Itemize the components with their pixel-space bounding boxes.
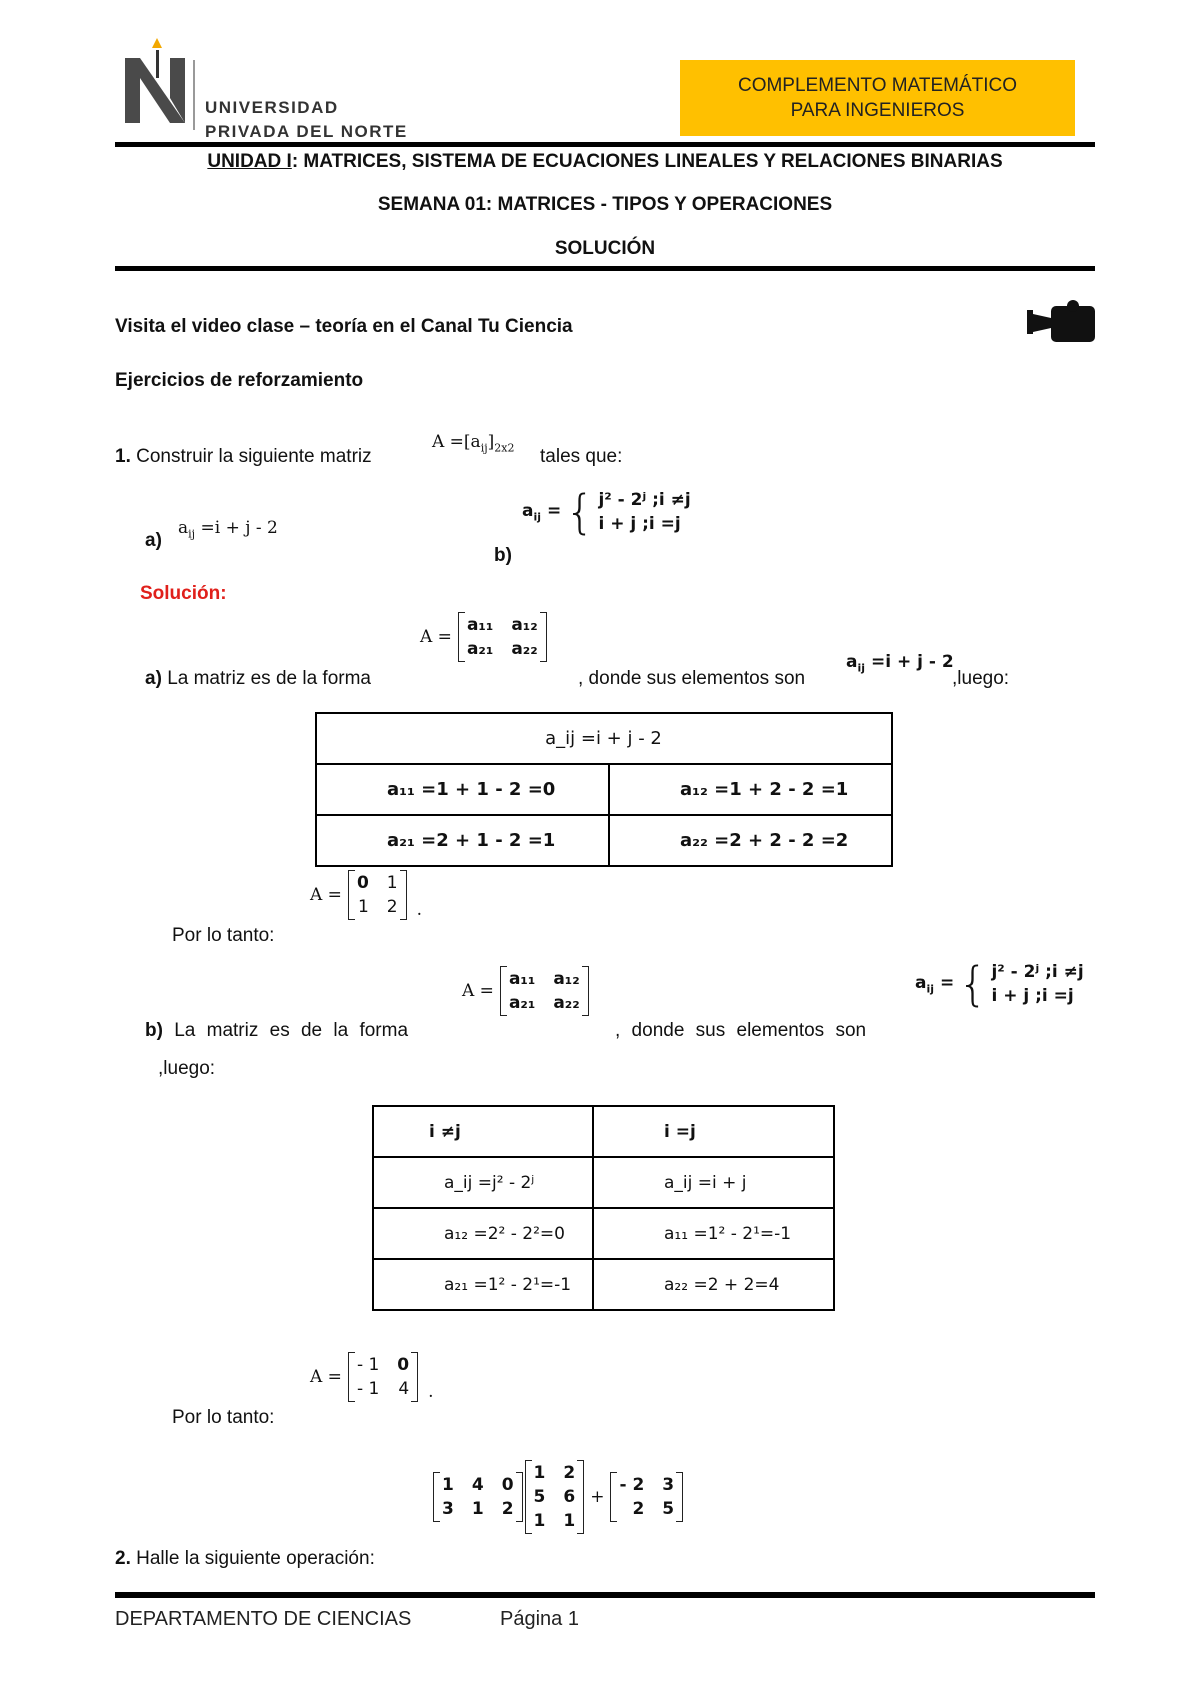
sol-b-text2: , donde sus elementos son (615, 1020, 867, 1041)
generic-matrix-a: A = a₁₁ a₁₂ a₂₁ a₂₂ (420, 612, 547, 662)
conclusion-a: Por lo tanto: (172, 925, 275, 946)
week-title: SEMANA 01: MATRICES - TIPOS Y OPERACIONES (377, 194, 833, 215)
table-a-cell: a₁₁ =1 + 1 - 2 =0 (316, 764, 609, 815)
q1-part-b-label: b) (494, 545, 512, 566)
footer-rule (115, 1592, 1095, 1598)
q1-part-a-formula: $a_{ij} =i + j - 2$ (178, 518, 278, 541)
q1-tales-que: tales que: (540, 446, 623, 467)
sol-b-formula: $a_{ij}$ = { j² - 2ʲ ;i ≠j i + j ;i =j (915, 957, 1084, 1011)
table-b-cell: a₂₁ =1² - 2¹=-1 (373, 1259, 593, 1310)
header-rule (115, 142, 1095, 147)
table-a-header: a_ij =i + j - 2 (316, 713, 892, 764)
q1-statement: 1. Construir la siguiente matriz (115, 446, 372, 467)
video-camera-icon[interactable] (1027, 300, 1095, 349)
table-a-cell: a₂₁ =2 + 1 - 2 =1 (316, 815, 609, 866)
section-rule (115, 266, 1095, 271)
result-matrix-b: A = - 1 0 - 1 4 . (310, 1352, 434, 1402)
sol-a-formula: $a_{ij} =i + j - 2$ (846, 652, 954, 675)
university-name: UNIVERSIDAD PRIVADA DEL NORTE (205, 98, 408, 141)
q2-statement: 2. Halle la siguiente operación: (115, 1548, 375, 1569)
q2-expression: 1 4 0 3 1 2 1 2 5 6 1 1 + - 2 3 2 5 (433, 1460, 683, 1534)
logo-n-icon (115, 38, 205, 128)
video-text: Visita el video clase – teoría en el Canal Tu Ciencia (115, 316, 573, 337)
q1-part-a-label: a) (145, 530, 162, 551)
generic-matrix-b: A = a₁₁ a₁₂ a₂₁ a₂₂ (462, 966, 589, 1016)
sol-a-text3: ,luego: (952, 668, 1010, 689)
unit-title: UNIDAD I: MATRICES, SISTEMA DE ECUACIONES LINEALES Y RELACIONES BINARIAS (207, 151, 1003, 172)
table-a-cell: a₁₂ =1 + 2 - 2 =1 (609, 764, 892, 815)
table-b-header: i =j (593, 1106, 834, 1157)
sol-a-text: a) La matriz es de la forma (145, 668, 371, 689)
exercises-heading: Ejercicios de reforzamiento (115, 370, 364, 391)
result-matrix-a: A = 0 1 1 2 . (310, 870, 422, 920)
solution-label: Solución: (140, 583, 227, 604)
table-b-cell: a_ij =i + j (593, 1157, 834, 1208)
sol-a-text2: , donde sus elementos son (578, 668, 806, 689)
sol-b-text: b) La matriz es de la forma (145, 1020, 409, 1041)
table-b-header: i ≠j (373, 1106, 593, 1157)
table-b-cell: a₁₂ =2² - 2²=0 (373, 1208, 593, 1259)
course-title-box: COMPLEMENTO MATEMÁTICO PARA INGENIEROS (680, 60, 1075, 136)
conclusion-b: Por lo tanto: (172, 1407, 275, 1428)
table-b-cell: a₂₂ =2 + 2=4 (593, 1259, 834, 1310)
logo-divider (193, 60, 195, 130)
table-a-cell: a₂₂ =2 + 2 - 2 =2 (609, 815, 892, 866)
footer-department: DEPARTAMENTO DE CIENCIAS (115, 1608, 412, 1630)
footer-page-number: Página 1 (500, 1608, 579, 1630)
q1-part-b-formula: $a_{ij}$ = { j² - 2ʲ ;i ≠j i + j ;i =j (522, 485, 691, 539)
section-title: SOLUCIÓN (554, 238, 656, 259)
table-b-cell: a₁₁ =1² - 2¹=-1 (593, 1208, 834, 1259)
table-b-cell: a_ij =j² - 2ʲ (373, 1157, 593, 1208)
q1-matrix-definition: $A =[a_{ij}]_{2x2}$ (432, 432, 515, 455)
table-a (315, 712, 893, 867)
sol-b-text3: ,luego: (158, 1058, 216, 1079)
table-b (372, 1105, 835, 1311)
